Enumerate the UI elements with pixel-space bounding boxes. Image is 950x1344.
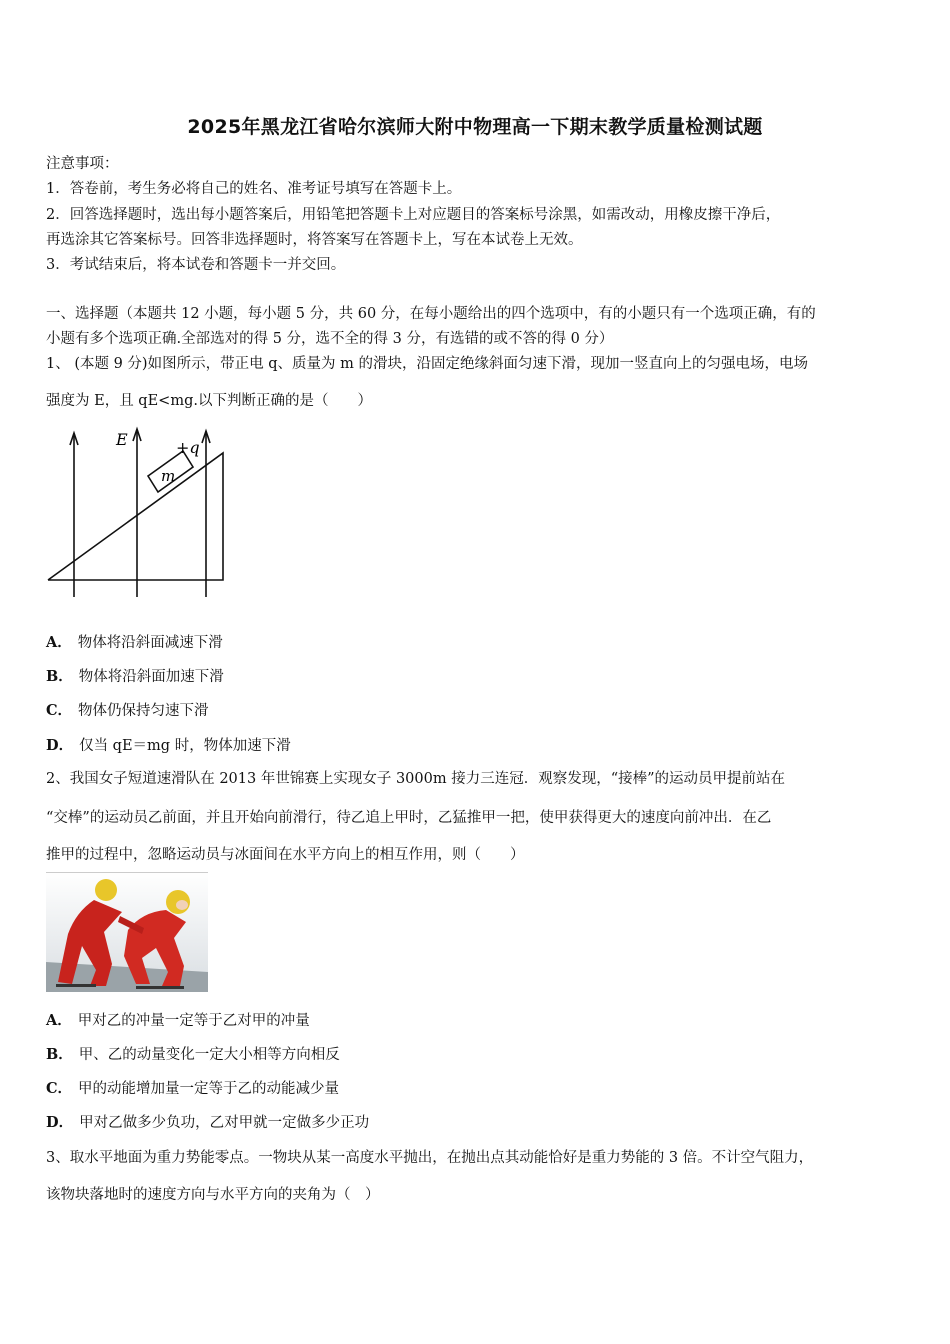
notice-item-3: 3．考试结束后，将本试卷和答题卡一并交回。 <box>46 257 346 273</box>
q2-option-a[interactable]: A． 甲对乙的冲量一定等于乙对甲的冲量 <box>46 1012 310 1029</box>
q1-option-a[interactable]: A． 物体将沿斜面减速下滑 <box>46 634 223 651</box>
q2-option-b[interactable]: B． 甲、乙的动量变化一定大小相等方向相反 <box>46 1046 340 1063</box>
label-m: m <box>161 467 176 485</box>
q3-stem-line-2: 该物块落地时的速度方向与水平方向的夹角为（ ） <box>46 1187 380 1203</box>
helmet-1-icon <box>95 879 117 901</box>
notice-item-2: 2．回答选择题时，选出每小题答案后，用铅笔把答题卡上对应题目的答案标号涂黑，如需改动，用橡皮擦干净后， <box>46 207 781 223</box>
q2-skaters-photo <box>46 872 208 992</box>
page-title: 2025年黑龙江省哈尔滨师大附中物理高一下期末教学质量检测试题 <box>187 116 763 138</box>
section-instructions-line-1: 一、选择题（本题共 12 小题，每小题 5 分，共 60 分，在每小题给出的四个选项中，有的小题只有一个选项正确，有的 <box>46 306 816 322</box>
q1-option-d[interactable]: D． 仅当 qE＝mg 时，物体加速下滑 <box>46 737 291 754</box>
q1-stem-line-2: 强度为 E，且 qE<mg.以下判断正确的是（ ） <box>46 393 372 409</box>
label-E: E <box>116 430 128 449</box>
notice-item-1: 1．答卷前，考生务必将自己的姓名、准考证号填写在答题卡上。 <box>46 181 462 197</box>
label-q: +q <box>176 438 200 457</box>
q2-option-c[interactable]: C． 甲的动能增加量一定等于乙的动能减少量 <box>46 1080 340 1097</box>
q1-option-b[interactable]: B． 物体将沿斜面加速下滑 <box>46 668 224 685</box>
q1-incline-figure <box>40 425 240 605</box>
q2-stem-line-2: “交棒”的运动员乙前面，并且开始向前滑行，待乙追上甲时，乙猛推甲一把，使甲获得更大的速度向前冲出．在乙 <box>46 810 772 826</box>
q3-stem-line-1: 3、取水平地面为重力势能零点。一物块从某一高度水平抛出，在抛出点其动能恰好是重力势能的 3 倍。不计空气阻力， <box>46 1150 814 1166</box>
q2-option-d[interactable]: D． 甲对乙做多少负功，乙对甲就一定做多少正功 <box>46 1114 370 1131</box>
section-instructions-line-2: 小题有多个选项正确.全部选对的得 5 分，选不全的得 3 分，有选错的或不答的得 0 分） <box>46 331 614 347</box>
q1-option-c[interactable]: C． 物体仍保持匀速下滑 <box>46 702 209 719</box>
q2-stem-line-1: 2、我国女子短道速滑队在 2013 年世锦赛上实现女子 3000m 接力三连冠．观察发现，“接棒”的运动员甲提前站在 <box>46 771 786 787</box>
notice-heading: 注意事项： <box>46 156 119 172</box>
q2-stem-line-3: 推甲的过程中，忽略运动员与冰面间在水平方向上的相互作用，则（ ） <box>46 847 525 863</box>
notice-item-2-cont: 再选涂其它答案标号。回答非选择题时，将答案写在答题卡上，写在本试卷上无效。 <box>46 232 583 248</box>
q1-stem-line-1: 1、 (本题 9 分)如图所示，带正电 q、质量为 m 的滑块，沿固定绝缘斜面匀速下滑，现加一竖直向上的匀强电场，电场 <box>46 356 808 372</box>
